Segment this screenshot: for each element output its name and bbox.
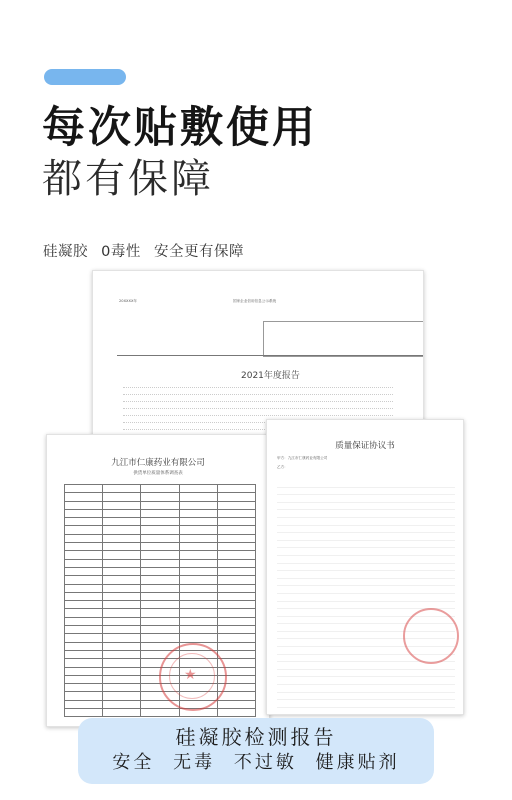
agreement-party-a: 甲方：九江市仁康药业有限公司 — [277, 456, 328, 460]
seal-star-icon: ★ — [184, 667, 197, 683]
agreement-text-lines — [277, 480, 455, 715]
agreement-party-b: 乙方： — [277, 465, 288, 469]
page-subtitle: 都有保障 — [42, 156, 214, 202]
caption-tag: 无毒 — [173, 752, 216, 773]
page-title: 每次贴敷使用 — [42, 103, 318, 153]
feature-item: 0毒性 — [101, 244, 141, 260]
caption-tag: 不过敏 — [233, 752, 297, 773]
feature-line — [43, 240, 244, 261]
caption-tag: 安全 — [112, 752, 155, 773]
red-seal-stamp — [403, 608, 459, 664]
feature-item: 安全更有保障 — [153, 244, 244, 260]
caption-tag: 健康贴剂 — [315, 752, 400, 773]
documents-image — [46, 262, 466, 728]
caption-banner — [78, 718, 434, 784]
agreement-document — [266, 419, 464, 715]
caption-tags — [78, 750, 434, 776]
accent-bar — [44, 69, 126, 85]
report-header-right: 国家企业信用信息公示系统 — [233, 299, 277, 303]
survey-subtitle: 供货单位质量体系调查表 — [133, 471, 183, 476]
agreement-title: 质量保证协议书 — [335, 441, 395, 451]
report-info-box — [263, 321, 424, 357]
feature-item: 硅凝胶 — [43, 244, 88, 260]
annual-report-title: 2021年度报告 — [241, 371, 300, 381]
survey-document — [46, 434, 270, 727]
survey-company-name: 九江市仁康药业有限公司 — [111, 458, 205, 468]
caption-title: 硅凝胶检测报告 — [175, 725, 337, 749]
report-header-left: 20XXXX年 — [119, 299, 138, 303]
divider — [117, 355, 423, 356]
